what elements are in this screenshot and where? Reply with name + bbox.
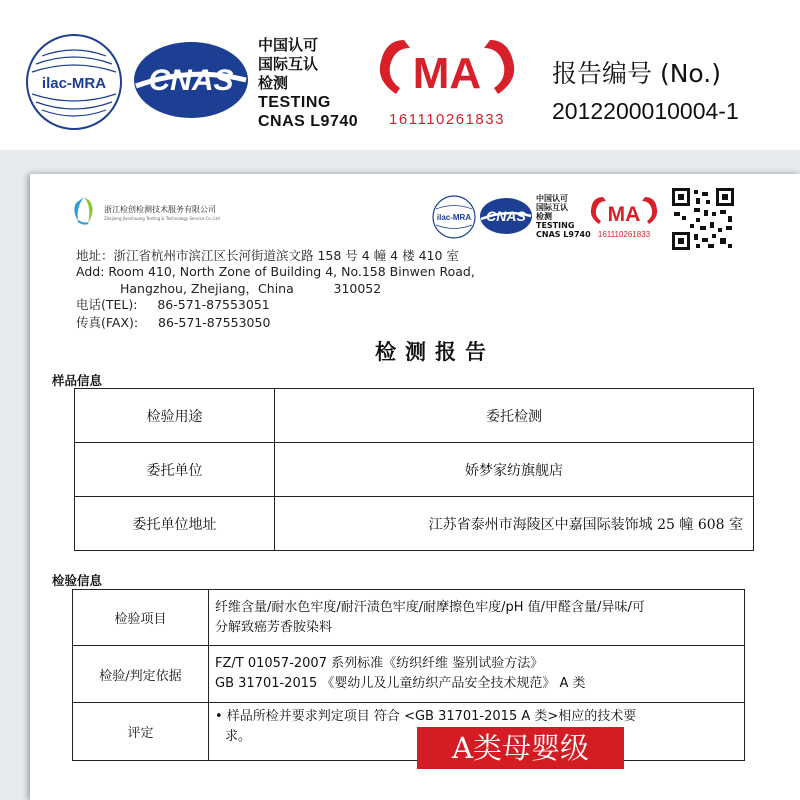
qr-code-icon: [670, 186, 736, 252]
table-row: [73, 646, 745, 703]
telephone: 电话(TEL): 86-571-87553051: [76, 297, 270, 312]
fax: 传真(FAX): 86-571-87553050: [76, 315, 271, 330]
svg-text:CNAS: CNAS: [148, 64, 234, 97]
row-value-line: FZ/T 01057-2007 系列标准《纺织纤维 鉴别试验方法》: [215, 656, 544, 671]
svg-text:CNAS: CNAS: [486, 208, 526, 224]
cert-text-block: [258, 36, 358, 131]
cert-line: 中国认可: [258, 36, 319, 54]
test-info-table: [72, 589, 745, 761]
certification-banner: [0, 0, 800, 150]
cma-logo-icon: [374, 32, 520, 128]
ilac-mra-logo-icon: [24, 32, 124, 132]
svg-text:MA: MA: [607, 203, 641, 226]
row-value: 娇梦家纺旗舰店: [275, 443, 754, 497]
company-name-en: Zhejiang Jianchuang Testing & Technology Service Co.,Ltd: [104, 216, 220, 221]
row-value-line: 求。: [225, 729, 252, 744]
row-value: [209, 646, 745, 703]
report-title: 检测报告: [375, 339, 495, 364]
table-row: [73, 590, 745, 646]
svg-text:MA: MA: [412, 49, 482, 98]
row-label: 委托单位地址: [75, 497, 275, 551]
svg-text:161110261833: 161110261833: [597, 230, 651, 239]
test-report-document: [30, 174, 800, 800]
company-logo-icon: [70, 195, 98, 225]
row-value: [209, 590, 745, 646]
row-label: 检验项目: [73, 590, 209, 646]
cert-line: CNAS L9740: [258, 113, 359, 130]
svg-text:ilac-MRA: ilac-MRA: [41, 75, 107, 92]
cert-line: 国际互认: [258, 55, 319, 73]
test-info-heading: 检验信息: [52, 573, 103, 588]
table-row: [73, 703, 745, 761]
row-label: 检验/判定依据: [73, 646, 209, 703]
mini-cert-line: TESTING: [536, 221, 575, 230]
address-cn: 地址：浙江省杭州市滨江区长河街道滨文路 158 号 4 幢 4 楼 410 室: [76, 248, 459, 263]
report-number-label: 报告编号 (No.): [552, 59, 721, 88]
row-label: 委托单位: [75, 443, 275, 497]
cma-logo-icon: [588, 194, 660, 240]
svg-text:ilac-MRA: ilac-MRA: [436, 213, 472, 222]
address-en-line-1: Add: Room 410, North Zone of Building 4, No.158 Binwen Road,: [76, 264, 475, 279]
mini-cert-line: 检测: [536, 212, 552, 221]
mini-cert-line: 国际互认: [536, 203, 568, 212]
row-value-line: GB 31701-2015 《婴幼儿及儿童纺织产品安全技术规范》 A 类: [215, 676, 586, 691]
mini-cert-line: 中国认可: [536, 194, 568, 203]
cert-line: TESTING: [258, 94, 331, 111]
address-en-line-2: Hangzhou, Zhejiang，China 310052: [120, 281, 382, 296]
cnas-logo-icon: [479, 196, 533, 236]
cnas-logo-icon: [132, 40, 250, 120]
row-value: 江苏省泰州市海陵区中嘉国际装饰城 25 幢 608 室: [275, 497, 754, 551]
row-value-line: 分解致癌芳香胺染料: [215, 619, 333, 635]
grade-badge: A类母婴级: [417, 727, 624, 769]
sample-info-table: [74, 388, 754, 551]
row-label: 检验用途: [75, 389, 275, 443]
company-name-cn: 浙江检创检测技术服务有限公司: [104, 205, 216, 214]
mini-cert-text: [536, 194, 591, 239]
ilac-mra-logo-icon: [431, 194, 477, 240]
table-row: [75, 443, 754, 497]
row-value-line: 纤维含量/耐水色牢度/耐汗渍色牢度/耐摩擦色牢度/pH 值/甲醛含量/异味/可: [215, 599, 645, 615]
row-label: 评定: [73, 703, 209, 761]
table-row: [75, 497, 754, 551]
cert-line: 检测: [258, 74, 289, 92]
svg-text:161110261833: 161110261833: [389, 111, 505, 128]
row-value: 委托检测: [275, 389, 754, 443]
table-row: [75, 389, 754, 443]
report-number-value: 2012200010004-1: [552, 98, 739, 124]
row-value-line: • 样品所检并要求判定项目 符合 <GB 31701-2015 A 类>相应的技术要: [215, 709, 637, 724]
sample-info-heading: 样品信息: [52, 373, 103, 388]
mini-cert-line: CNAS L9740: [536, 230, 591, 239]
